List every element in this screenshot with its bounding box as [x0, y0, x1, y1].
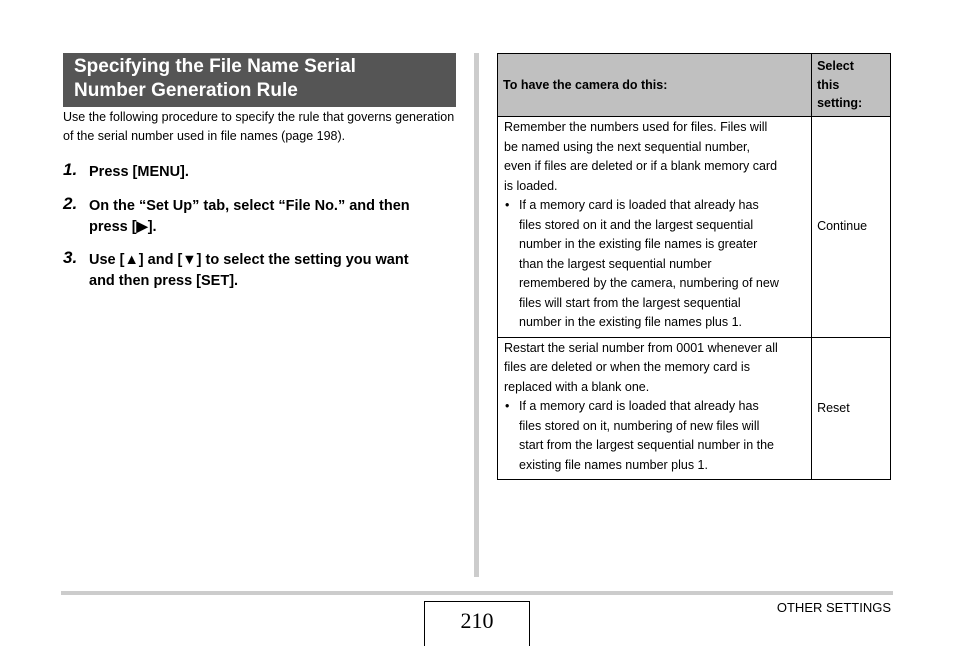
bullet-line: number in the existing file names plus 1. — [519, 315, 743, 329]
intro-text: Use the following procedure to specify the rule that governs generation of the serial number used in file names (page 198). — [63, 110, 455, 143]
desc-line: replaced with a blank one. — [504, 379, 650, 394]
bullet-icon: • — [505, 198, 510, 212]
desc-line: is loaded. — [504, 178, 558, 193]
settings-table — [497, 53, 891, 480]
footer-section-label: OTHER SETTINGS — [776, 600, 891, 615]
desc-line: even if files are deleted or if a blank memory card — [504, 159, 778, 173]
bullet-line: remembered by the camera, numbering of new — [519, 276, 779, 290]
row-setting: Continue — [812, 117, 891, 338]
step-number: 2. — [63, 194, 78, 213]
footer-rule — [61, 591, 893, 595]
bullet-line: start from the largest sequential number in the — [519, 438, 774, 452]
page-number: 210 — [424, 601, 530, 646]
step-text — [89, 250, 459, 292]
step-text — [89, 162, 459, 183]
bullet-line: files will start from the largest sequential — [519, 295, 741, 310]
desc-line: Remember the numbers used for files. Files will — [504, 120, 768, 134]
bullet-line: files stored on it, numbering of new files will — [519, 418, 760, 433]
bullet-item — [504, 196, 805, 216]
step-line: and then press [SET]. — [89, 273, 239, 289]
step-line: Press [MENU]. — [89, 164, 189, 180]
bullet-line: number in the existing file names is greater — [519, 237, 758, 251]
table-row — [498, 117, 891, 338]
header-setting — [812, 54, 891, 117]
table-row — [498, 337, 891, 480]
step-number: 3. — [63, 248, 78, 267]
desc-line: Restart the serial number from 0001 whenever all — [504, 340, 778, 355]
bullet-line: If a memory card is loaded that already has — [519, 399, 759, 413]
section-heading-line: Number Generation Rule — [74, 80, 298, 101]
header-setting-line: Select — [817, 59, 854, 74]
header-setting-line: setting: — [817, 96, 863, 111]
table-header-row — [498, 54, 891, 117]
step-number: 1. — [63, 160, 78, 179]
bullet-line: than the largest sequential number — [519, 256, 712, 271]
bullet-icon: • — [505, 399, 510, 413]
bullet-line: files stored on it and the largest sequential — [519, 217, 754, 232]
row-description — [498, 337, 812, 480]
desc-line: files are deleted or when the memory card is — [504, 360, 750, 374]
desc-line: be named using the next sequential number, — [504, 139, 751, 154]
bullet-line: If a memory card is loaded that already has — [519, 198, 759, 212]
step-line: Use [▲] and [▼] to select the setting you want — [89, 252, 409, 268]
header-condition: To have the camera do this: — [498, 54, 812, 117]
header-setting-line: this — [817, 77, 840, 92]
bullet-item — [504, 397, 805, 417]
row-description — [498, 117, 812, 338]
section-heading-line: Specifying the File Name Serial — [74, 56, 356, 77]
step-text — [89, 196, 459, 238]
bullet-line: existing file names number plus 1. — [519, 457, 708, 472]
row-setting: Reset — [812, 337, 891, 480]
step-line: press [▶]. — [89, 219, 157, 235]
step-line: On the “Set Up” tab, select “File No.” and then — [89, 198, 410, 214]
column-divider — [474, 53, 479, 577]
section-heading — [63, 53, 456, 107]
